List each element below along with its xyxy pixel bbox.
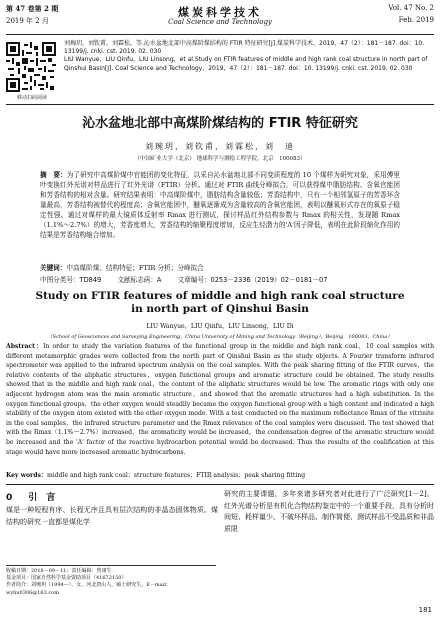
document-code: 文献标志码：A	[117, 276, 162, 284]
abstract-cn-text: 为了研究中高煤阶煤中官能团的变化特征，以采自沁水盆地北部不同变质程度的 10 个煤样为研究对象，采用傅里叶变换红外光谱对样品进行了红外光谱（FTIR）分析。通过对 FTIR 曲线分峰拟合，可以获得煤中脂肪结构、含氧官能团和芳香结构的相对含量。研究结果表明：中高煤阶煤中，脂肪结构含量较低；芳香结构中，只有一个相邻氢原子的芳香环含量最高，芳香结构被替代的程度高；含氧官能团中，醚氧逐渐成为含量较高的含氧官能团，表明以醚氧形式存在的氧原子稳定性强。通过对煤样的最大镜质体反射率 Rmax 进行测试，探讨样品红外结构参数与 Rmax 的相关性，发现随 Rmax（1.1%～2.7%）的增大，芳香度增大，芳香结构的缩聚程度增加，反应生烃潜力的'A'因子降低，表明在此阶段缩化作用的结果是芳香结构缩合增加。	[40, 171, 400, 239]
section-title: 引 言	[28, 493, 56, 503]
affiliation-cn: （中国矿业大学（北京） 地球科学与测绘工程学院，北京 100083）	[134, 156, 306, 162]
keywords-en-text: middle and high rank coal；structure features；FTIR analysis；peak sharing fitting	[47, 472, 306, 479]
volume-issue-en: Vol. 47 No. 2	[388, 4, 434, 12]
abstract-en-text: In order to study the variation features of the functional group in the middle and high rank coal，10 coal samples with different metamorphic grades were collected from the north part of Qinshui Basin as the study objects. A Fourier transform infrared spectrometer was applied to the infrared spectrum analysis on the coal samples. With the peak sharing fitting of the FTIR curves，the relative contents of the aliphatic structures，oxygen functional groups and aromatic structure could be obtained. The study results showed that in the middle and high rank coal，the content of the aliphatic structures would be low. The aromatic rings with only one adjacent hydrogen atom was the main aromatic structure，and showed that the aromatic structures had a high substitution. In the oxygen functional groups，the ether oxygen would steadily became the oxygen functional group with a high content and indicated a high stability of the oxygen atom existed with the ether oxygen mode. With a test conducted on the maximum reflectance Rmax of the vitrinite in the coal samples，the infrared structure parameter and the Rmax relevance of the coal samples were discussed. The test showed that with the Rmax（1.1%～2.7%）increased，the aromaticity would be increased，the condensation degree of the aromatic structure would be increased and the 'A' factor of the reactive hydrocarbon potential would be decreased. Thus the results of the coalification at this stage would have more increased aromatic hydrocarbons.	[6, 343, 434, 456]
authors-en: LIU Wanyue，LIU Qinfu，LIU Linsong，LIU Di	[146, 323, 294, 330]
citation-cn: 刘琬玥，刘钦甫，刘霖松，等.沁水盆地北部中高煤阶煤结构的 FTIR 特征研究[J].煤炭科学技术，2019，47（2）：181－187. doi：10. 13199/j. cnki. cst. 2019. 02. 030	[64, 40, 425, 56]
keywords-cn	[40, 262, 400, 272]
section-heading	[6, 490, 216, 503]
journal-name-en: Coal Science and Technology	[168, 18, 272, 26]
qr-caption: 移动扫码阅读	[16, 95, 47, 101]
date-cn: 2019 年 2 月	[6, 17, 49, 25]
abstract-rule	[6, 484, 434, 485]
body-column-right: 研究的主要课题，多年来诸多研究者对此进行了广泛研究[1－2]。红外光谱分析是有机化合物结构鉴定中的一个重要手段，具有分析时间短、耗样量少、不破坏样品、制作简便、测试样品不受晶质和非晶质限	[224, 490, 434, 533]
keywords-cn-label: 关键词：	[40, 264, 67, 272]
body-column-left: 煤是一种短程有序、长程无序且具有层次结构的非晶态固体物质。煤结构的研究一直都是煤化学	[6, 506, 218, 526]
authors-cn: 刘琬玥，刘钦甫，刘霖松，刘 迪	[145, 142, 295, 151]
article-number: 文章编号：0253－2336（2019）02－0181－07	[177, 276, 328, 284]
running-header	[6, 4, 434, 34]
abstract-cn-label: 摘 要：	[40, 171, 67, 179]
header-rule	[6, 34, 434, 35]
footnote	[6, 568, 216, 597]
keywords-en	[6, 470, 434, 479]
abstract-en	[6, 342, 434, 457]
citation-rule	[6, 104, 434, 105]
footnote-author: 作者简介：刘琬玥（1994—），女，河北唐山人，硕士研究生。E－mail：wyliu0306@163.com	[6, 582, 171, 596]
qr-code-icon[interactable]	[6, 42, 56, 92]
footnote-rule	[6, 565, 216, 566]
keywords-en-label: Key words：	[6, 472, 48, 479]
citation-en: LIU Wanyue，LIU Qinfu，LIU Linsong，et al.Study on FTIR features of middle and high rank coal structure in north part of Qinshui Basin[J]. Coal Science and Technology，2019，47（2）：181－187. doi：10. 13199/j. cnki. cst. 2019. 02. 030	[64, 56, 428, 72]
abstract-en-label: Abstract：	[6, 343, 44, 350]
journal-name-cn: 煤炭科学技术	[178, 6, 262, 19]
citation-block	[64, 40, 432, 73]
date-en: Feb. 2019	[398, 16, 434, 24]
affiliation-en: （School of Geosciences and Surveying Engineering，China University of Mining and Technology（Beijing），Beijing 100083，China）	[47, 334, 393, 340]
footnote-fund: 基金项目：国家自然科学基金资助项目（41672150）	[6, 575, 127, 582]
keywords-cn-text: 中高煤阶煤；结构特征；FTIR 分析；分峰拟合	[66, 264, 204, 272]
volume-issue-cn: 第 47 卷第 2 期	[6, 4, 59, 13]
title-cn: 沁水盆地北部中高煤阶煤结构的 FTIR 特征研究	[82, 116, 358, 131]
abstract-cn	[40, 170, 400, 240]
page-number: 181	[418, 606, 432, 614]
clc-number: 中图分类号：TD849	[40, 276, 102, 284]
section-number: 0	[6, 493, 13, 503]
footnote-received: 收稿日期：2018－09－11；责任编辑：曾康生	[6, 568, 112, 574]
classification-line	[40, 274, 400, 284]
title-en: Study on FTIR features of middle and high rank coal structure in north part of Qinshui Basin	[35, 290, 405, 315]
